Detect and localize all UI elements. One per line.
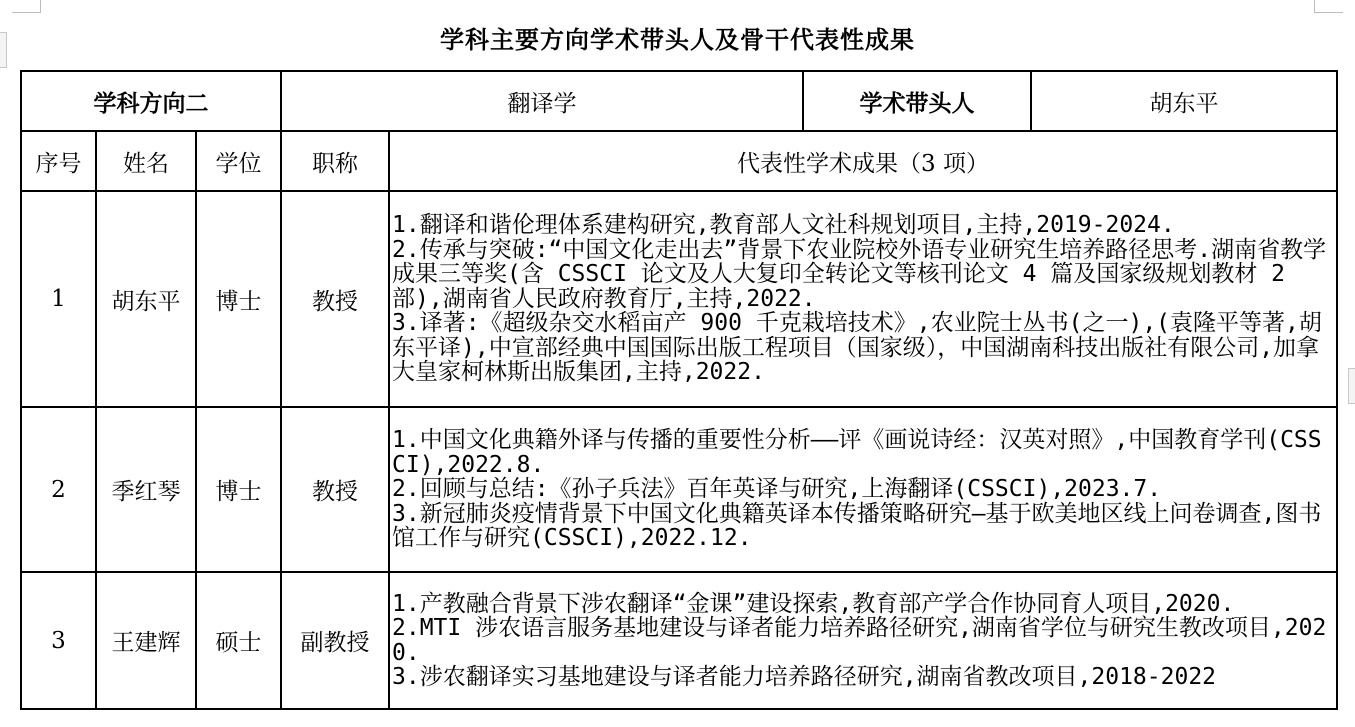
row-degree: 博士	[196, 407, 281, 572]
direction-label: 学科方向二	[21, 71, 281, 131]
row-degree: 硕士	[196, 572, 281, 709]
document-title: 学科主要方向学术带头人及骨干代表性成果	[440, 26, 915, 54]
result-item: 2.传承与突破:“中国文化走出去”背景下农业院校外语专业研究生培养路径思考.湖南省教学成果三等奖(含 CSSCI 论文及人大复印全转论文等核刊论文 4 篇及国家级规划教材 2 部),湖南省人民政府教育厅,主持,2022.	[392, 236, 1327, 312]
column-header-degree: 学位	[196, 131, 281, 191]
row-name: 季红琴	[96, 407, 196, 572]
leader-value: 胡东平	[1031, 71, 1337, 131]
row-title: 副教授	[281, 572, 389, 709]
column-header-name: 姓名	[96, 131, 196, 191]
row-results	[389, 407, 1337, 572]
crop-mark-top-left	[12, 0, 41, 13]
row-results	[389, 572, 1337, 709]
table-row	[21, 191, 1337, 407]
column-header-results: 代表性学术成果（3 项）	[389, 131, 1337, 191]
row-results	[389, 191, 1337, 407]
leader-label: 学术带头人	[803, 71, 1031, 131]
result-item: 3.新冠肺炎疫情背景下中国文化典籍英译本传播策略研究—基于欧美地区线上问卷调查,图书馆工作与研究(CSSCI),2022.12.	[392, 500, 1322, 552]
right-edge-handle[interactable]	[1348, 368, 1355, 404]
row-title: 教授	[281, 191, 389, 407]
achievements-table	[20, 70, 1338, 710]
direction-value: 翻译学	[281, 71, 803, 131]
row-degree: 博士	[196, 191, 281, 407]
row-title: 教授	[281, 407, 389, 572]
column-header-index: 序号	[21, 131, 96, 191]
result-item: 3.译著:《超级杂交水稻亩产 900 千克栽培技术》,农业院士丛书(之一),(袁隆平等著,胡东平译),中宣部经典中国国际出版工程项目（国家级），中国湖南科技出版社有限公司,加拿大皇家柯林斯出版集团,主持,2022.	[392, 310, 1322, 386]
row-name: 王建辉	[96, 572, 196, 709]
result-item: 1.产教融合背景下涉农翻译“金课”建设探索,教育部产学合作协同育人项目,2020.	[392, 590, 1235, 617]
table-row	[21, 407, 1337, 572]
result-item: 1.中国文化典籍外译与传播的重要性分析——评《画说诗经：汉英对照》,中国教育学刊(CSSCI),2022.8.	[392, 427, 1322, 478]
row-index: 3	[21, 572, 96, 709]
result-item: 2.MTI 涉农语言服务基地建设与译者能力培养路径研究,湖南省学位与研究生教改项目,2020.	[392, 615, 1327, 666]
crop-mark-top-right	[1314, 0, 1343, 13]
column-header-row	[21, 131, 1337, 191]
row-index: 2	[21, 407, 96, 572]
result-item: 1.翻译和谐伦理体系建构研究,教育部人文社科规划项目,主持,2019-2024.	[392, 212, 1175, 239]
result-item: 3.涉农翻译实习基地建设与译者能力培养路径研究,湖南省教改项目,2018-2022	[392, 664, 1217, 690]
table-row	[21, 572, 1337, 709]
row-index: 1	[21, 191, 96, 407]
result-item: 2.回顾与总结:《孙子兵法》百年英译与研究,上海翻译(CSSCI),2023.7.	[392, 476, 1162, 503]
header-row	[21, 71, 1337, 131]
row-name: 胡东平	[96, 191, 196, 407]
column-header-title: 职称	[281, 131, 389, 191]
